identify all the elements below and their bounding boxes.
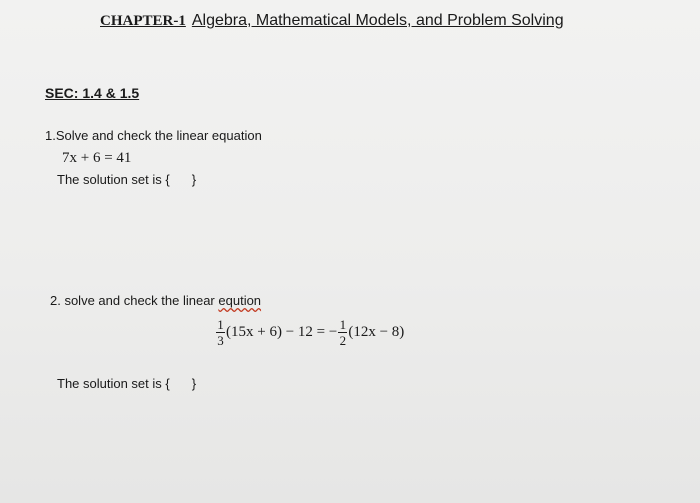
solution-close: } (191, 376, 197, 391)
chapter-title: Algebra, Mathematical Models, and Problem Solving (191, 12, 564, 29)
question-1-prompt: 1.Solve and check the linear equation (45, 128, 262, 143)
question-2-prompt-text: 2. solve and check the linear (50, 293, 219, 308)
fraction-one-third (216, 318, 225, 347)
question-1-equation: 7x + 6 = 41 (62, 150, 132, 166)
fraction-numerator: 1 (217, 317, 224, 332)
equation-right-side: (12x − 8) (348, 324, 405, 340)
section-label: SEC: 1.4 & 1.5 (45, 85, 140, 101)
fraction-numerator: 1 (339, 317, 347, 332)
question-2-solution (57, 376, 196, 391)
fraction-one-half (338, 318, 347, 347)
misspelled-word: eqution (218, 293, 262, 308)
equation-left-side: (15x + 6) − 12 = − (226, 324, 338, 340)
solution-label: The solution set is { (57, 172, 170, 187)
chapter-label: CHAPTER-1 (100, 13, 186, 29)
fraction-denominator: 3 (217, 333, 224, 348)
question-1-solution (57, 172, 196, 187)
solution-label: The solution set is { (57, 376, 170, 391)
question-2-equation (215, 318, 404, 347)
chapter-heading (100, 12, 564, 30)
solution-close: } (191, 172, 197, 187)
fraction-denominator: 2 (339, 333, 347, 348)
question-2-prompt (50, 293, 261, 308)
